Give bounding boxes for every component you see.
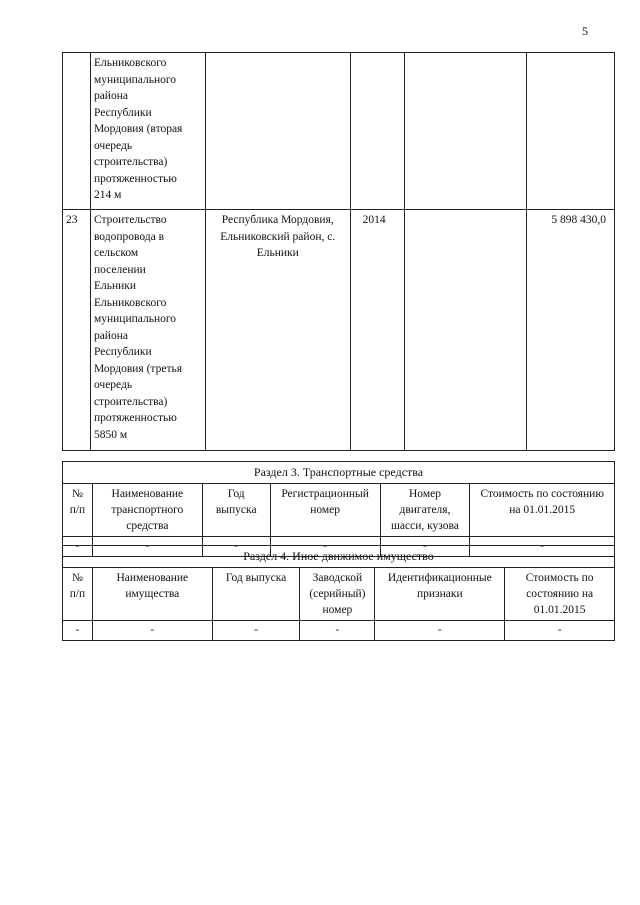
- header-row: [63, 567, 615, 620]
- header-cell: Стоимость по состоянию на 01.01.2015: [470, 483, 615, 536]
- table-cell: -: [202, 536, 270, 556]
- object-name-cell: Ельниковского муниципального района Республики Мордовия (вторая очередь строительства) протяженностью 214 м: [90, 53, 205, 210]
- header-cell: Стоимость по состоянию на 01.01.2015: [505, 567, 615, 620]
- other-property-table: [62, 545, 615, 641]
- header-cell: Идентификационные признаки: [375, 567, 505, 620]
- year-cell: [350, 53, 404, 210]
- extra-cell: [404, 53, 527, 210]
- extra-cell: [404, 210, 527, 451]
- section3-title: Раздел 3. Транспортные средства: [63, 462, 615, 484]
- header-row: [63, 483, 615, 536]
- table-row: [63, 620, 615, 640]
- section-title-row: [63, 546, 615, 568]
- table-cell: -: [300, 620, 375, 640]
- table-row: [63, 210, 615, 451]
- header-cell: Заводской (серийный) номер: [300, 567, 375, 620]
- header-cell: Номер двигателя, шасси, кузова: [380, 483, 470, 536]
- value-cell: 5 898 430,0: [527, 210, 615, 451]
- table-cell: -: [470, 536, 615, 556]
- transport-table: [62, 461, 615, 557]
- header-cell: № п/п: [63, 483, 93, 536]
- section4-title: Раздел 4. Иное движимое имущество: [63, 546, 615, 568]
- table-cell: -: [63, 536, 93, 556]
- table-cell: -: [375, 620, 505, 640]
- table-cell: -: [63, 620, 93, 640]
- year-cell: 2014: [350, 210, 404, 451]
- header-cell: Наименование имущества: [92, 567, 212, 620]
- table-cell: -: [505, 620, 615, 640]
- row-number-cell: 23: [63, 210, 91, 451]
- address-cell: Республика Мордовия, Ельниковский район, с. Ельники: [205, 210, 350, 451]
- object-name-cell: Строительство водопровода в сельском поселении Ельники Ельниковского муниципального района Республики Мордовия (третья очередь строительства) протяженностью 5850 м: [90, 210, 205, 451]
- row-number-cell: [63, 53, 91, 210]
- table-row: [63, 53, 615, 210]
- table-cell: -: [212, 620, 300, 640]
- header-cell: № п/п: [63, 567, 93, 620]
- value-cell: [527, 53, 615, 210]
- table-cell: -: [270, 536, 380, 556]
- address-cell: [205, 53, 350, 210]
- header-cell: Регистрационный номер: [270, 483, 380, 536]
- header-cell: Год выпуска: [202, 483, 270, 536]
- header-cell: Год выпуска: [212, 567, 300, 620]
- table-cell: -: [92, 620, 212, 640]
- section-title-row: [63, 462, 615, 484]
- page-number: 5: [582, 24, 588, 38]
- header-cell: Наименование транспортного средства: [92, 483, 202, 536]
- property-table: [62, 52, 615, 451]
- table-cell: -: [380, 536, 470, 556]
- table-cell: -: [92, 536, 202, 556]
